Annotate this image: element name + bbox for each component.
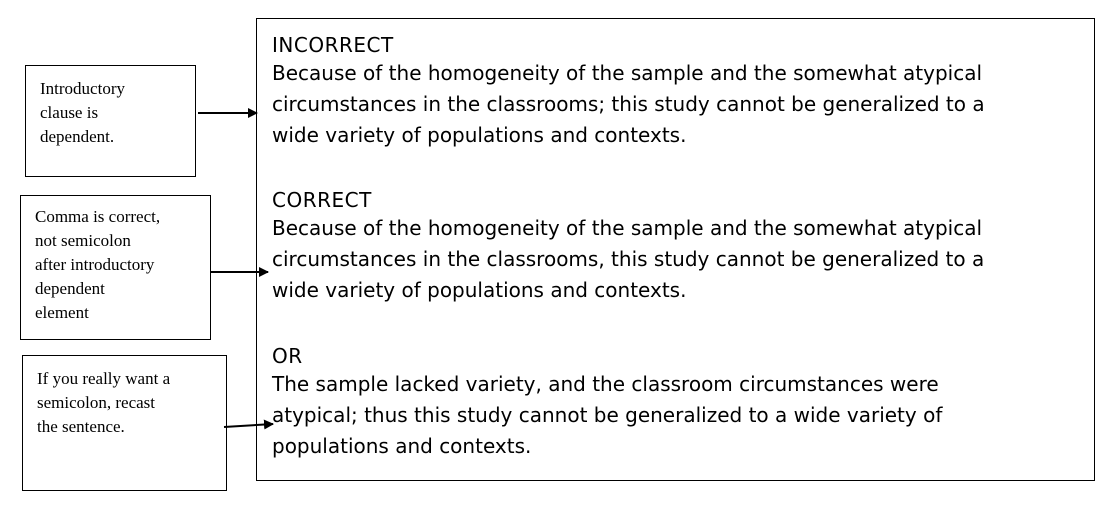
example-line: populations and contexts. bbox=[272, 434, 532, 458]
example-line: atypical; thus this study cannot be generalized to a wide variety of bbox=[272, 403, 943, 427]
note-line: Introductory bbox=[40, 79, 125, 98]
heading-or: OR bbox=[272, 344, 303, 368]
note-line: Comma is correct, bbox=[35, 207, 161, 226]
section-correct bbox=[272, 187, 1087, 306]
section-incorrect bbox=[272, 32, 1087, 151]
example-line: wide variety of populations and contexts. bbox=[272, 278, 687, 302]
note-line: clause is bbox=[40, 103, 99, 122]
note-line: not semicolon bbox=[35, 231, 131, 250]
heading-correct: CORRECT bbox=[272, 188, 372, 212]
note-line: If you really want a bbox=[37, 369, 171, 388]
examples-box bbox=[256, 18, 1095, 481]
note-line: element bbox=[35, 303, 89, 322]
example-line: circumstances in the classrooms, this study cannot be generalized to a bbox=[272, 247, 985, 271]
example-line: Because of the homogeneity of the sample and the somewhat atypical bbox=[272, 61, 983, 85]
example-line: Because of the homogeneity of the sample and the somewhat atypical bbox=[272, 216, 983, 240]
example-line: wide variety of populations and contexts. bbox=[272, 123, 687, 147]
section-or bbox=[272, 343, 1087, 462]
note-line: semicolon, recast bbox=[37, 393, 156, 412]
note-line: after introductory bbox=[35, 255, 155, 274]
example-line: The sample lacked variety, and the classroom circumstances were bbox=[272, 372, 939, 396]
heading-incorrect: INCORRECT bbox=[272, 33, 394, 57]
example-line: circumstances in the classrooms; this study cannot be generalized to a bbox=[272, 92, 985, 116]
note-line: dependent. bbox=[40, 127, 115, 146]
note-line: dependent bbox=[35, 279, 105, 298]
note-line: the sentence. bbox=[37, 417, 125, 436]
